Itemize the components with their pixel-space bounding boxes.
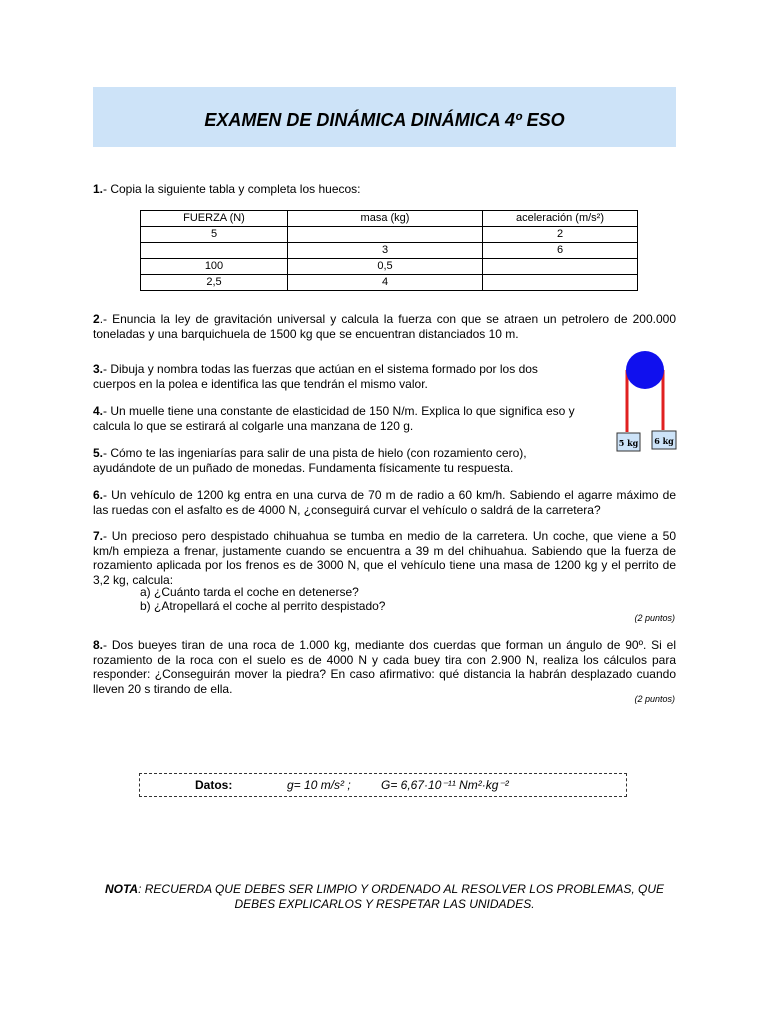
question-8-points: (2 puntos) [634, 694, 675, 704]
question-number: 2 [93, 312, 100, 326]
table-cell: 4 [288, 275, 483, 291]
question-1 [93, 182, 361, 197]
note [93, 882, 676, 911]
question-number: 5. [93, 446, 104, 460]
mass-label-left: 5 kg [618, 438, 639, 448]
data-label: Datos: [195, 778, 233, 792]
question-text: - Dibuja y nombra todas las fuerzas que actúan en el sistema formado por los dos cuerpos en la polea e identifica las que tendrán el mismo valor. [93, 362, 538, 391]
table-cell [141, 243, 288, 259]
table-cell: 3 [288, 243, 483, 259]
question-2 [93, 312, 676, 341]
data-box [139, 773, 627, 797]
question-8 [93, 638, 676, 696]
table-cell: 100 [141, 259, 288, 275]
question-number: 6. [93, 488, 104, 502]
question-number: 1. [93, 182, 104, 196]
question-text: - Un precioso pero despistado chihuahua se tumba en medio de la carretera. Un coche, que viene a 50 km/h empieza a frenar, justamente cuando se encuentra a 39 m del chihuahua. Sabiendo que la fuerza de rozamiento aplicada por los frenos es de 3000 N, que el vehículo tiene una masa de 1200 kg y el perrito de 3,2 kg, calcula: [93, 529, 676, 587]
table-row [141, 275, 638, 291]
question-number: 7. [93, 529, 104, 543]
table-row [141, 259, 638, 275]
question-text: - Un muelle tiene una constante de elasticidad de 150 N/m. Explica lo que significa eso y calcula lo que se estirará al colgarle una manzana de 120 g. [93, 404, 575, 433]
question-text: - Cómo te las ingeniarías para salir de una pista de hielo (con rozamiento cero), ayudándote de un puñado de monedas. Fundamenta físicamente tu respuesta. [93, 446, 527, 475]
question-5 [93, 446, 578, 475]
table-cell [483, 259, 638, 275]
table-header: FUERZA (N) [141, 211, 288, 227]
question-3 [93, 362, 578, 391]
table-header: aceleración (m/s²) [483, 211, 638, 227]
question-text: - Copia la siguiente tabla y completa los huecos: [103, 182, 361, 196]
note-label: NOTA [104, 882, 139, 896]
question-number: 3. [93, 362, 104, 376]
question-text: - Dos bueyes tiran de una roca de 1.000 kg, mediante dos cuerdas que forman un ángulo de 90º. Si el rozamiento de la roca con el suelo es de 4000 N y cada buey tira con 2.900 N, realiza los cálculos para responder: ¿Conseguirán mover la piedra? En caso afirmativo: qué distancia la habrán desplazado cuando lleven 20 s tirando de ella. [93, 638, 676, 696]
question-7 [93, 529, 676, 587]
data-table [140, 210, 638, 291]
table-cell: 0,5 [288, 259, 483, 275]
table-cell: 6 [483, 243, 638, 259]
table-cell: 2 [483, 227, 638, 243]
question-text: - Un vehículo de 1200 kg entra en una curva de 70 m de radio a 60 km/h. Sabiendo el agarre máximo de las ruedas con el asfalto es de 4000 N, ¿conseguirá curvar el vehículo o saldrá de la carretera? [93, 488, 676, 517]
question-7-part-b: b) ¿Atropellará el coche al perrito despistado? [140, 599, 386, 613]
gravitational-constant: G= 6,67·10⁻¹¹ Nm²·kg⁻² [381, 778, 509, 792]
table-header: masa (kg) [288, 211, 483, 227]
table-row [141, 243, 638, 259]
pulley-wheel [626, 351, 664, 389]
question-7-part-a: a) ¿Cuánto tarda el coche en detenerse? [140, 585, 359, 599]
table-cell [288, 227, 483, 243]
question-7-points: (2 puntos) [634, 613, 675, 623]
mass-label-right: 6 kg [654, 436, 674, 446]
page-title: EXAMEN DE DINÁMICA DINÁMICA 4º ESO [204, 110, 565, 130]
question-text: .- Enuncia la ley de gravitación universal y calcula la fuerza con que se atraen un petrolero de 200.000 toneladas y una barquichuela de 1500 kg que se encuentran distanciados 10 m. [93, 312, 676, 341]
gravity-constant: g= 10 m/s² ; [287, 778, 351, 792]
question-4 [93, 404, 578, 433]
question-number: 8. [93, 638, 104, 652]
table-cell [483, 275, 638, 291]
pulley-diagram [610, 348, 680, 454]
table-header-row [141, 211, 638, 227]
table-cell: 2,5 [141, 275, 288, 291]
table-cell: 5 [141, 227, 288, 243]
question-6 [93, 488, 676, 517]
question-number: 4. [93, 404, 104, 418]
table-row [141, 227, 638, 243]
note-text: : RECUERDA QUE DEBES SER LIMPIO Y ORDENADO AL RESOLVER LOS PROBLEMAS, QUE DEBES EXPLICARLOS Y RESPETAR LAS UNIDADES. [138, 882, 665, 911]
title-banner [93, 87, 676, 147]
